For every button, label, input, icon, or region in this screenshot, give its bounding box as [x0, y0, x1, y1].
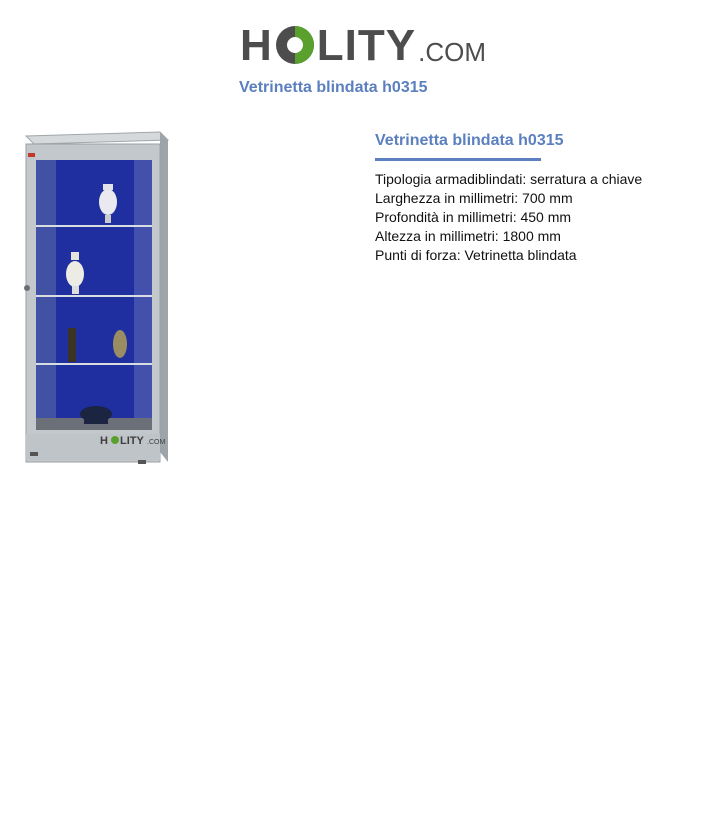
logo-dot-com: .COM: [418, 37, 486, 67]
title-underline: [375, 158, 541, 161]
logo-letter-h: H: [240, 21, 273, 70]
holity-logo[interactable]: [240, 12, 490, 68]
product-title: Vetrinetta blindata h0315: [375, 132, 564, 149]
spec-item-punti-di-forza: Punti di forza: Vetrinetta blindata: [375, 247, 577, 263]
watermark-lity: LITY: [120, 435, 144, 447]
watermark-h: H: [100, 435, 108, 447]
spec-item-larghezza: Larghezza in millimetri: 700 mm: [375, 190, 573, 206]
logo-o-icon: [275, 25, 315, 65]
spec-item-profondita: Profondità in millimetri: 450 mm: [375, 209, 572, 225]
product-details: [375, 131, 705, 265]
spec-item-tipologia: Tipologia armadiblindati: serratura a chiave: [375, 171, 643, 187]
spec-list: [375, 170, 705, 265]
watermark-com: .COM: [147, 439, 166, 446]
logo-letters-lity: LITY: [316, 21, 417, 70]
spec-item-altezza: Altezza in millimetri: 1800 mm: [375, 228, 561, 244]
page-title: Vetrinetta blindata h0315: [239, 79, 428, 96]
display-cabinet-image: [20, 122, 195, 474]
